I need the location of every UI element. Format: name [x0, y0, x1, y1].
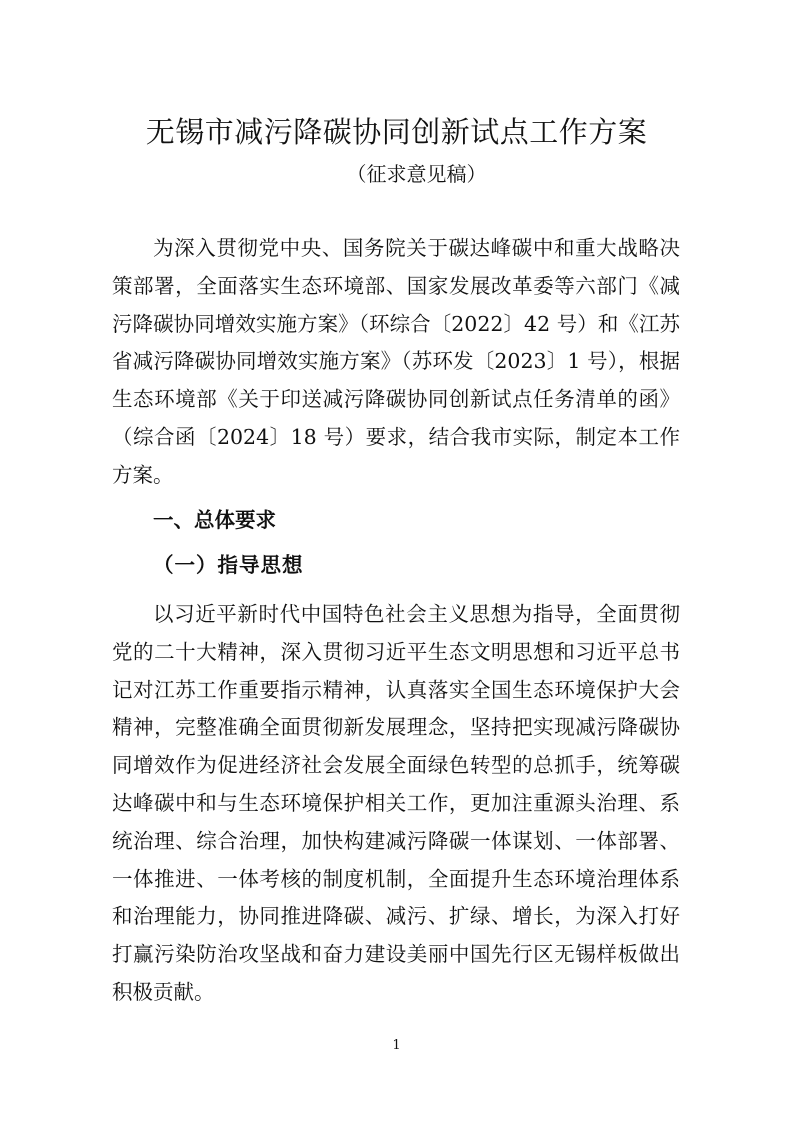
guiding-ideology-paragraph: 以习近平新时代中国特色社会主义思想为指导，全面贯彻党的二十大精神，深入贯彻习近平生态文明思想和习近平总书记对江苏工作重要指示精神，认真落实全国生态环境保护大会精神，完整准确全面贯彻新发展理念，坚持把实现减污降碳协同增效作为促进经济社会发展全面绿色转型的总抓手，统筹碳达峰碳中和与生态环境保护相关工作，更加注重源头治理、系统治理、综合治理，加快构建减污降碳一体谋划、一体部署、一体推进、一体考核的制度机制，全面提升生态环境治理体系和治理能力，协同推进降碳、减污、扩绿、增长，为深入打好打赢污染防治攻坚战和奋力建设美丽中国先行区无锡样板做出积极贡献。: [112, 602, 680, 1004]
intro-paragraph: 为深入贯彻党中央、国务院关于碳达峰碳中和重大战略决策部署，全面落实生态环境部、国家发展改革委等六部门《减污降碳协同增效实施方案》（环综合〔2022〕42 号）和《江苏省减污降碳协同增效实施方案》（苏环发〔2023〕1 号），根据生态环境部《关于印送减污降碳协同创新试点任务清单的函》（综合函〔2024〕18 号）要求，结合我市实际，制定本工作方案。: [112, 236, 680, 487]
document-title: 无锡市减污降碳协同创新试点工作方案: [145, 115, 648, 149]
document-subtitle: （征求意见稿）: [346, 162, 487, 186]
section-heading-overall-requirements: 一、总体要求: [153, 508, 276, 532]
page-number: 1: [392, 1038, 401, 1053]
subsection-heading-guiding-ideology: （一）指导思想: [153, 553, 304, 577]
